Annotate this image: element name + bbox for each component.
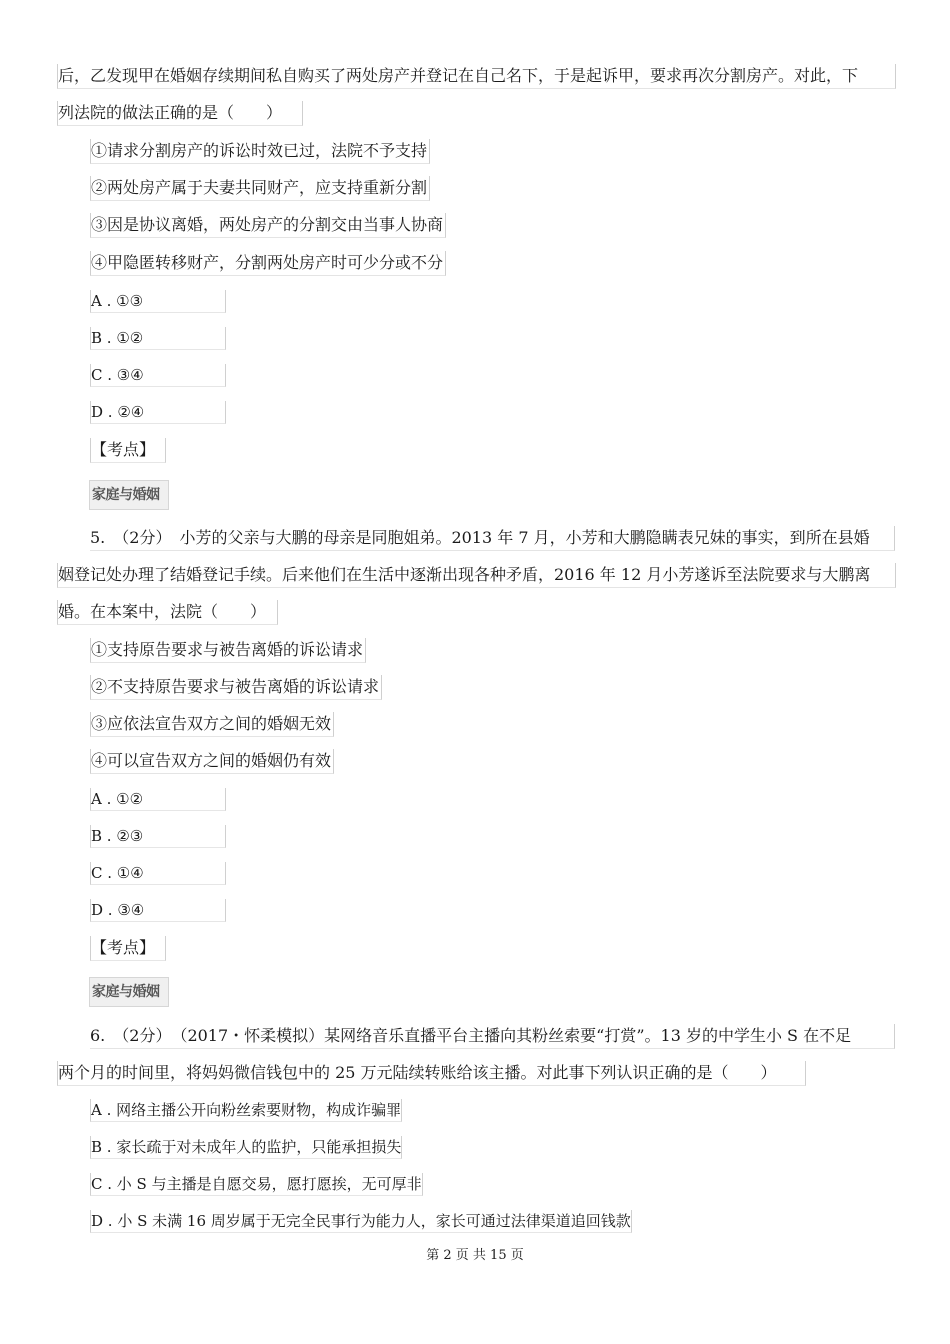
q6-stem-line-2: 两个月的时间里，将妈妈微信钱包中的 25 万元陆续转账给该主播。对此事下列认识正确的是（ ）: [57, 1061, 806, 1086]
q5-option-d[interactable]: D . ③④: [90, 899, 226, 922]
q4-statement-2: ②两处房产属于夫妻共同财产，应支持重新分割: [90, 176, 430, 201]
q4-option-b[interactable]: B . ①②: [90, 327, 226, 350]
q5-statement-1: ①支持原告要求与被告离婚的诉讼请求: [90, 638, 366, 663]
q5-stem-line-3: 婚。在本案中，法院（ ）: [57, 600, 278, 625]
q4-statement-1: ①请求分割房产的诉讼时效已过，法院不予支持: [90, 139, 430, 164]
q4-option-d[interactable]: D . ②④: [90, 401, 226, 424]
q6-option-d[interactable]: D . 小 S 未满 16 周岁属于无完全民事行为能力人，家长可通过法律渠道追回钱款: [90, 1210, 632, 1233]
q5-option-b[interactable]: B . ②③: [90, 825, 226, 848]
q5-kaodian-label: 【考点】: [90, 936, 166, 961]
q5-statement-4: ④可以宣告双方之间的婚姻仍有效: [90, 749, 334, 774]
q6-option-a[interactable]: A . 网络主播公开向粉丝索要财物，构成诈骗罪: [90, 1099, 402, 1122]
q4-option-a[interactable]: A . ①③: [90, 290, 226, 313]
q4-kaodian-label: 【考点】: [90, 438, 166, 463]
q4-option-c[interactable]: C . ③④: [90, 364, 226, 387]
q6-option-b[interactable]: B . 家长疏于对未成年人的监护，只能承担损失: [90, 1136, 402, 1159]
q4-topic-tag[interactable]: 家庭与婚姻: [89, 480, 169, 510]
q5-stem-line-2: 姻登记处办理了结婚登记手续。后来他们在生活中逐渐出现各种矛盾，2016 年 12 月小芳遂诉至法院要求与大鹏离: [57, 563, 896, 588]
q5-stem-line-1: 5. （2分） 小芳的父亲与大鹏的母亲是同胞姐弟。2013 年 7 月，小芳和大鹏隐瞒表兄妹的事实，到所在县婚: [90, 526, 895, 551]
q5-topic-tag[interactable]: 家庭与婚姻: [89, 977, 169, 1007]
q6-option-c[interactable]: C . 小 S 与主播是自愿交易，愿打愿挨，无可厚非: [90, 1173, 423, 1196]
q6-stem-line-1: 6. （2分） （2017・怀柔模拟）某网络音乐直播平台主播向其粉丝索要“打赏”。13 岁的中学生小 S 在不足: [90, 1024, 895, 1049]
q5-statement-2: ②不支持原告要求与被告离婚的诉讼请求: [90, 675, 382, 700]
q5-option-a[interactable]: A . ①②: [90, 788, 226, 811]
page-footer: 第 2 页 共 15 页: [426, 1248, 524, 1263]
q4-statement-4: ④甲隐匿转移财产，分割两处房产时可少分或不分: [90, 251, 446, 276]
q4-stem-line-2: 列法院的做法正确的是（ ）: [57, 101, 303, 126]
q5-statement-3: ③应依法宣告双方之间的婚姻无效: [90, 712, 334, 737]
q5-option-c[interactable]: C . ①④: [90, 862, 226, 885]
q4-stem-line-1: 后，乙发现甲在婚姻存续期间私自购买了两处房产并登记在自己名下，于是起诉甲，要求再次分割房产。对此，下: [57, 64, 896, 89]
q4-statement-3: ③因是协议离婚，两处房产的分割交由当事人协商: [90, 213, 446, 238]
